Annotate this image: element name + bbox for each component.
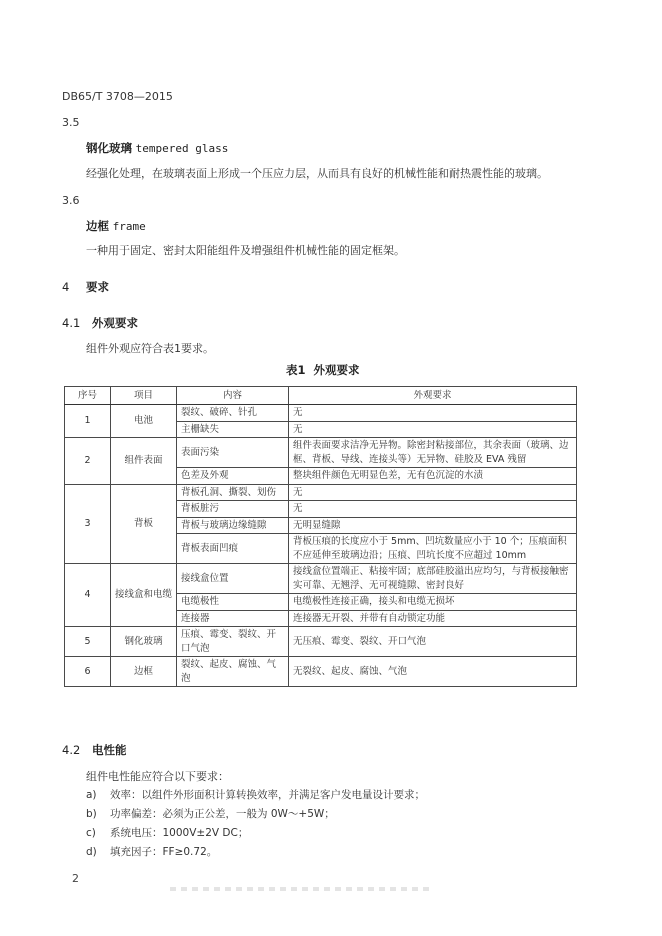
cell-no: 4 — [65, 564, 111, 627]
list-item — [86, 844, 217, 859]
cell-requirement: 无裂纹、起皮、腐蚀、气泡 — [289, 657, 577, 687]
cell-requirement: 无 — [289, 405, 577, 422]
list-item-label: c) — [86, 827, 96, 839]
table-caption-title: 外观要求 — [313, 363, 360, 377]
table-header-row — [65, 387, 577, 405]
table-caption-number: 表1 — [286, 363, 306, 377]
section-title: 外观要求 — [92, 316, 138, 330]
definition-tempered-glass: 经强化处理，在玻璃表面上形成一个压应力层，从而具有良好的机械性能和耐热震性能的玻璃。 — [86, 167, 548, 180]
list-item-text: 功率偏差：必须为正公差，一般为 0W～+5W； — [110, 808, 335, 820]
cell-requirement: 无 — [289, 484, 577, 501]
term-frame — [86, 218, 146, 234]
cell-no: 3 — [65, 484, 111, 564]
scan-artifact — [170, 887, 430, 891]
cell-content: 压痕、霉变、裂纹、开口气泡 — [177, 627, 289, 657]
table-row — [65, 405, 577, 422]
term-cn: 钢化玻璃 — [86, 141, 132, 155]
term-en: frame — [112, 220, 146, 233]
cell-content: 背板孔洞、撕裂、划伤 — [177, 484, 289, 501]
cell-content: 背板脏污 — [177, 501, 289, 518]
cell-content: 背板与玻璃边缘缝隙 — [177, 517, 289, 534]
section-4-2-heading — [62, 742, 127, 758]
col-header-no: 序号 — [65, 387, 111, 405]
definition-frame: 一种用于固定、密封太阳能组件及增强组件机械性能的固定框架。 — [86, 244, 405, 257]
section-number: 4.1 — [62, 316, 81, 330]
table-row — [65, 564, 577, 594]
list-item-text: 系统电压：1000V±2V DC； — [110, 827, 249, 839]
cell-requirement: 无 — [289, 501, 577, 518]
cell-content: 接线盒位置 — [177, 564, 289, 594]
section-title: 要求 — [86, 280, 109, 294]
cell-requirement: 无压痕、霉变、裂纹、开口气泡 — [289, 627, 577, 657]
col-header-item: 项目 — [111, 387, 177, 405]
section-4-1-intro: 组件外观应符合表1要求。 — [86, 342, 214, 355]
section-4-2-intro: 组件电性能应符合以下要求： — [86, 770, 229, 783]
list-item-label: b) — [86, 808, 97, 820]
cell-item: 边框 — [111, 657, 177, 687]
cell-content: 色差及外观 — [177, 468, 289, 485]
cell-requirement: 背板压痕的长度应小于 5mm、凹坑数量应小于 10 个；压痕面积不应延伸至玻璃边沿；压痕、凹坑长度不应超过 10mm — [289, 534, 577, 564]
cell-content: 表面污染 — [177, 438, 289, 468]
section-number: 4 — [62, 280, 70, 294]
list-item — [86, 787, 425, 802]
col-header-content: 内容 — [177, 387, 289, 405]
list-item-text: 效率：以组件外形面积计算转换效率，并满足客户发电量设计要求； — [110, 789, 425, 801]
cell-content: 裂纹、破碎、针孔 — [177, 405, 289, 422]
cell-content: 连接器 — [177, 610, 289, 627]
cell-no: 5 — [65, 627, 111, 657]
cell-requirement: 无明显缝隙 — [289, 517, 577, 534]
section-3-5-number: 3.5 — [62, 116, 80, 129]
table-caption — [286, 362, 360, 378]
table-row — [65, 657, 577, 687]
section-number: 4.2 — [62, 743, 81, 757]
cell-no: 1 — [65, 405, 111, 438]
cell-item: 背板 — [111, 484, 177, 564]
list-item-text: 填充因子：FF≥0.72。 — [110, 846, 218, 858]
cell-no: 2 — [65, 438, 111, 485]
term-en: tempered glass — [135, 142, 229, 155]
col-header-requirement: 外观要求 — [289, 387, 577, 405]
cell-content: 主栅缺失 — [177, 421, 289, 438]
list-item-label: a) — [86, 789, 97, 801]
section-title: 电性能 — [92, 743, 127, 757]
section-4-heading — [62, 279, 109, 295]
term-tempered-glass — [86, 140, 228, 156]
section-3-6-number: 3.6 — [62, 194, 80, 207]
document-header-id: DB65/T 3708—2015 — [62, 90, 173, 103]
cell-content: 背板表面凹痕 — [177, 534, 289, 564]
table-row — [65, 484, 577, 501]
cell-requirement: 电缆极性连接正确，接头和电缆无损坏 — [289, 594, 577, 611]
term-cn: 边框 — [86, 219, 109, 233]
cell-content: 电缆极性 — [177, 594, 289, 611]
section-4-1-heading — [62, 315, 138, 331]
cell-item: 接线盒和电缆 — [111, 564, 177, 627]
cell-item: 电池 — [111, 405, 177, 438]
cell-content: 裂纹、起皮、腐蚀、气泡 — [177, 657, 289, 687]
cell-item: 钢化玻璃 — [111, 627, 177, 657]
cell-no: 6 — [65, 657, 111, 687]
cell-item: 组件表面 — [111, 438, 177, 485]
page-number: 2 — [72, 872, 79, 885]
cell-requirement: 接线盒位置端正、粘接牢固；底部硅胶溢出应均匀，与背板接触密实可靠、无翘浮、无可视缝隙、密封良好 — [289, 564, 577, 594]
cell-requirement: 组件表面要求洁净无异物。除密封粘接部位，其余表面（玻璃、边框、背板、导线、连接头等）无异物、硅胶及 EVA 残留 — [289, 438, 577, 468]
cell-requirement: 连接器无开裂、并带有自动锁定功能 — [289, 610, 577, 627]
list-item — [86, 806, 335, 821]
list-item — [86, 825, 248, 840]
table-row — [65, 627, 577, 657]
cell-requirement: 无 — [289, 421, 577, 438]
table-row — [65, 438, 577, 468]
cell-requirement: 整块组件颜色无明显色差，无有色沉淀的水渍 — [289, 468, 577, 485]
appearance-requirements-table — [64, 386, 577, 687]
list-item-label: d) — [86, 846, 97, 858]
